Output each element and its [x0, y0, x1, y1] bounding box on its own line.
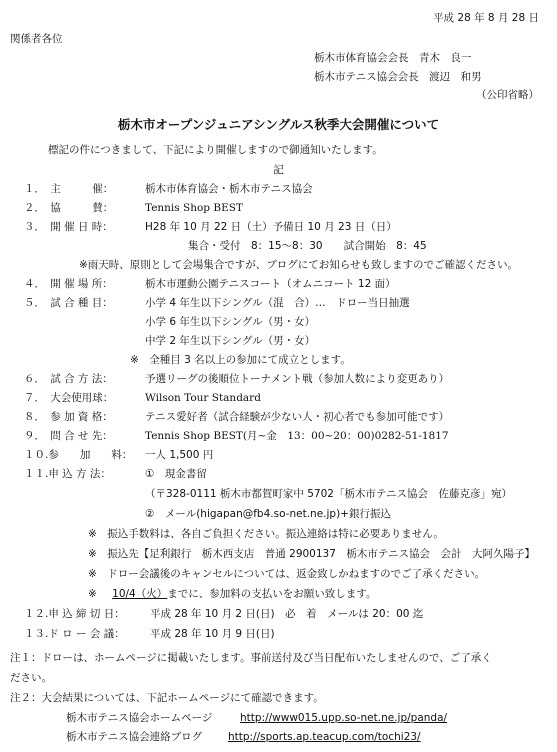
- eligibility-label: ８． 参 加 資 格：: [24, 411, 113, 423]
- note-deadline-mark: ※: [88, 588, 97, 600]
- note-1-line-2: ださい。: [10, 672, 52, 684]
- time-value: 集合・受付 8：15～8：30 試合開始 8：45: [188, 240, 427, 252]
- sender-1: 栃木市体育協会会長 青木 良一: [314, 52, 472, 64]
- intro-text: 標記の件につきまして、下記により開催しますので御通知いたします。: [48, 144, 383, 156]
- organizer-value: 栃木市体育協会・栃木市テニス協会: [145, 183, 313, 195]
- ball-label: ７． 大会使用球：: [24, 392, 114, 404]
- format-label: ６． 試 合 方 法：: [24, 373, 113, 385]
- eligibility-value: テニス愛好者（試合経験が少ない人・初心者でも参加可能です）: [145, 411, 450, 423]
- apply-method-1-address: （〒328-0111 栃木市都賀町家中 5702「栃木市テニス協会 佐藤克彦」宛）: [145, 488, 513, 500]
- homepage-link[interactable]: http://www015.upp.so-net.ne.jp/panda/: [240, 712, 448, 724]
- inquiry-label: ９． 問 合 せ 先：: [24, 430, 113, 442]
- fee-value: 一人 1,500 円: [145, 449, 214, 461]
- ki-label: 記: [273, 164, 284, 176]
- apply-method-2: ② メール(higapan@fb4.so-net.ne.jp)+銀行振込: [145, 508, 391, 520]
- sponsor-label: ２． 協 賛：: [24, 202, 114, 214]
- note-payment-deadline: [88, 588, 376, 601]
- honorific-note: （公印省略）: [476, 89, 539, 101]
- date-value: H28 年 10 月 22 日（土）予備日 10 月 23 日（日）: [145, 221, 397, 233]
- apply-method-1: ① 現金書留: [145, 468, 207, 480]
- document-title: 栃木市オープンジュニアシングルス秋季大会開催について: [117, 117, 440, 132]
- draw-meeting-label: １３.ド ロ ー 会 議：: [24, 628, 125, 640]
- sponsor-value: Tennis Shop BEST: [145, 202, 243, 214]
- note-bank-account: ※ 振込先【足利銀行 栃木西支店 普通 2900137 栃木市テニス協会 会計 大阿久陽子】: [88, 548, 535, 560]
- note-2: 注２：大会結果については、下記ホームページにて確認できます。: [10, 692, 324, 704]
- note-1-line-1: 注１：ドローは、ホームページに掲載いたします。事前送付及び当日配布いたしませんので、ご了承く: [10, 652, 492, 664]
- fee-label: １０.参 加 料：: [24, 449, 133, 461]
- blog-link[interactable]: http://sports.ap.teacup.com/tochi23/: [228, 731, 421, 743]
- events-label: ５． 試 合 種 目：: [24, 297, 113, 309]
- draw-meeting-value: 平成 28 年 10 月 9 日(日): [150, 628, 275, 640]
- note-cancel-policy: ※ ドロー会議後のキャンセルについては、返金致しかねますのでご了承ください。: [88, 568, 486, 580]
- note-deadline-date: 10/4（火）: [112, 588, 168, 600]
- sender-2: 栃木市テニス協会会長 渡辺 和男: [314, 71, 482, 83]
- rain-note: ※雨天時、原則として会場集合ですが、ブログにてお知らせも致しますのでご確認ください。: [79, 259, 518, 271]
- note-deadline-rest: までに、参加料の支払いをお願い致します。: [167, 588, 377, 600]
- events-item-2: 小学 6 年生以下シングル（男・女）: [145, 316, 316, 328]
- venue-value: 栃木市運動公園テニスコート（オムニコート 12 面）: [145, 278, 396, 290]
- deadline-value: 平成 28 年 10 月 2 日(日) 必 着 メールは 20：00 迄: [150, 608, 424, 620]
- ball-value: Wilson Tour Standard: [145, 392, 261, 404]
- events-item-3: 中学 2 年生以下シングル（男・女）: [145, 335, 316, 347]
- blog-label: 栃木市テニス協会連絡ブログ: [66, 731, 203, 743]
- deadline-label: １２.申 込 締 切 日：: [24, 608, 125, 620]
- note-transfer-fee: ※ 振込手数料は、各自ご負担ください。振込連絡は特に必要ありません。: [88, 528, 444, 540]
- format-value: 予選リーグの後順位トーナメント戦（参加人数により変更あり）: [145, 373, 450, 385]
- events-item-1: 小学 4 年生以下シングル（混 合）… ドロー当日抽選: [145, 297, 410, 309]
- recipient: 関係者各位: [10, 33, 63, 45]
- venue-label: ４． 開 催 場 所：: [24, 278, 113, 290]
- date-label: ３． 開 催 日 時：: [24, 221, 113, 233]
- organizer-label: １． 主 催：: [24, 183, 114, 195]
- document-date: 平成 28 年 8 月 28 日: [433, 12, 539, 24]
- events-note: ※ 全種目 3 名以上の参加にて成立とします。: [130, 354, 351, 366]
- apply-label: １１.申 込 方 法：: [24, 468, 111, 480]
- homepage-label: 栃木市テニス協会ホームページ: [66, 712, 213, 724]
- inquiry-value: Tennis Shop BEST(月~金 13：00~20：00)0282-51-1817: [145, 430, 449, 442]
